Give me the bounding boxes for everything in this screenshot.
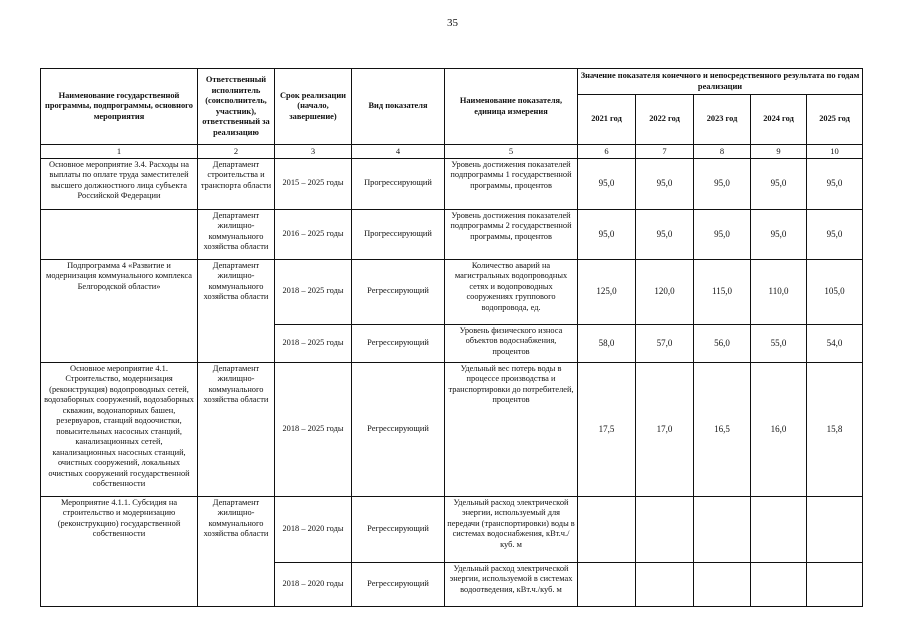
header-year-2025: 2025 год [807, 95, 863, 145]
column-number: 1 [41, 145, 198, 159]
value-cell: 95,0 [694, 158, 751, 209]
value-cell: 16,0 [751, 362, 807, 496]
table-row [41, 158, 863, 209]
value-cell: 55,0 [751, 324, 807, 362]
type-cell: Регрессирующий [352, 324, 445, 362]
indicator-cell: Уровень достижения показателей подпрограммы 1 государственной программы, процентов [445, 158, 578, 209]
column-number: 9 [751, 145, 807, 159]
value-cell [694, 496, 751, 562]
header-period: Срок реализации (начало, завершение) [275, 69, 352, 145]
column-number: 5 [445, 145, 578, 159]
executor-cell: Департамент жилищно-коммунального хозяйства области [198, 496, 275, 562]
period-cell: 2015 – 2025 годы [275, 158, 352, 209]
type-cell: Регрессирующий [352, 362, 445, 496]
header-indicator-name: Наименование показателя, единица измерения [445, 69, 578, 145]
header-year-2021: 2021 год [578, 95, 636, 145]
header-year-2022: 2022 год [636, 95, 694, 145]
value-cell [751, 496, 807, 562]
column-numbers-row [41, 145, 863, 159]
period-cell: 2018 – 2020 годы [275, 496, 352, 562]
value-cell [751, 562, 807, 606]
program-cell [41, 209, 198, 259]
value-cell: 95,0 [694, 209, 751, 259]
value-cell: 58,0 [578, 324, 636, 362]
value-cell: 95,0 [636, 209, 694, 259]
program-cell: Мероприятие 4.1.1. Субсидия на строительство и модернизацию (реконструкцию) государственной собственности [41, 496, 198, 562]
program-cell [41, 562, 198, 606]
type-cell: Регрессирующий [352, 259, 445, 324]
period-cell: 2018 – 2025 годы [275, 259, 352, 324]
table-row [41, 324, 863, 362]
column-number: 3 [275, 145, 352, 159]
column-number: 10 [807, 145, 863, 159]
indicator-cell: Удельный вес потерь воды в процессе производства и транспортировки до потребителей, процентов [445, 362, 578, 496]
value-cell: 95,0 [578, 209, 636, 259]
executor-cell: Департамент жилищно-коммунального хозяйства области [198, 259, 275, 324]
value-cell: 95,0 [578, 158, 636, 209]
value-cell: 95,0 [636, 158, 694, 209]
header-year-2023: 2023 год [694, 95, 751, 145]
value-cell: 105,0 [807, 259, 863, 324]
column-number: 8 [694, 145, 751, 159]
value-cell [694, 562, 751, 606]
indicator-cell: Удельный расход электрической энергии, используемой в системах водоотведения, кВт.ч./куб. м [445, 562, 578, 606]
indicator-cell: Количество аварий на магистральных водопроводных сетях и водопроводных сооружениях группового водопровода, ед. [445, 259, 578, 324]
table-row [41, 259, 863, 324]
table-row [41, 496, 863, 562]
value-cell [807, 562, 863, 606]
header-program: Наименование государственной программы, подпрограммы, основного мероприятия [41, 69, 198, 145]
period-cell: 2018 – 2020 годы [275, 562, 352, 606]
value-cell [636, 562, 694, 606]
header-values-group: Значение показателя конечного и непосредственного результата по годам реализации [578, 69, 863, 95]
value-cell [578, 496, 636, 562]
period-cell: 2018 – 2025 годы [275, 324, 352, 362]
table-row [41, 362, 863, 496]
program-cell [41, 324, 198, 362]
executor-cell: Департамент жилищно-коммунального хозяйства области [198, 209, 275, 259]
period-cell: 2016 – 2025 годы [275, 209, 352, 259]
value-cell: 15,8 [807, 362, 863, 496]
value-cell: 16,5 [694, 362, 751, 496]
value-cell [636, 496, 694, 562]
value-cell: 17,0 [636, 362, 694, 496]
value-cell: 120,0 [636, 259, 694, 324]
type-cell: Прогрессирующий [352, 158, 445, 209]
column-number: 2 [198, 145, 275, 159]
indicator-cell: Уровень физического износа объектов водоснабжения, процентов [445, 324, 578, 362]
header-executor: Ответственный исполнитель (соисполнитель, участник), ответственный за реализацию [198, 69, 275, 145]
value-cell: 95,0 [751, 209, 807, 259]
table-row [41, 562, 863, 606]
value-cell: 17,5 [578, 362, 636, 496]
value-cell: 110,0 [751, 259, 807, 324]
table-row [41, 209, 863, 259]
indicators-table [40, 68, 863, 607]
type-cell: Прогрессирующий [352, 209, 445, 259]
indicator-cell: Уровень достижения показателей подпрограммы 2 государственной программы, процентов [445, 209, 578, 259]
period-cell: 2018 – 2025 годы [275, 362, 352, 496]
value-cell: 95,0 [807, 158, 863, 209]
header-indicator-type: Вид показателя [352, 69, 445, 145]
executor-cell: Департамент строительства и транспорта области [198, 158, 275, 209]
value-cell: 54,0 [807, 324, 863, 362]
column-number: 7 [636, 145, 694, 159]
executor-cell [198, 324, 275, 362]
indicator-cell: Удельный расход электрической энергии, используемый для передачи (транспортировки) воды в системах водоснабжения, кВт.ч./куб. м [445, 496, 578, 562]
value-cell: 95,0 [807, 209, 863, 259]
value-cell [807, 496, 863, 562]
value-cell: 95,0 [751, 158, 807, 209]
program-cell: Подпрограмма 4 «Развитие и модернизация коммунального комплекса Белгородской области» [41, 259, 198, 324]
value-cell: 56,0 [694, 324, 751, 362]
executor-cell [198, 562, 275, 606]
type-cell: Регрессирующий [352, 562, 445, 606]
type-cell: Регрессирующий [352, 496, 445, 562]
executor-cell: Департамент жилищно-коммунального хозяйства области [198, 362, 275, 496]
page-number: 35 [447, 17, 458, 29]
value-cell: 125,0 [578, 259, 636, 324]
value-cell: 57,0 [636, 324, 694, 362]
header-year-2024: 2024 год [751, 95, 807, 145]
program-cell: Основное мероприятие 4.1. Строительство, модернизация (реконструкция) водопроводных сетей, водозаборных сооружений, водозаборных скважин, водонапорных башен, резервуаров, станций водоочистки, повысительных насосных станций, канализационных сетей, канализационных насосных станций, очистных сооружений, локальных очистных сооружений государственной собственности [41, 362, 198, 496]
program-cell: Основное мероприятие 3.4. Расходы на выплаты по оплате труда заместителей высшего должностного лица субъекта Российской Федерации [41, 158, 198, 209]
column-number: 4 [352, 145, 445, 159]
value-cell [578, 562, 636, 606]
value-cell: 115,0 [694, 259, 751, 324]
column-number: 6 [578, 145, 636, 159]
